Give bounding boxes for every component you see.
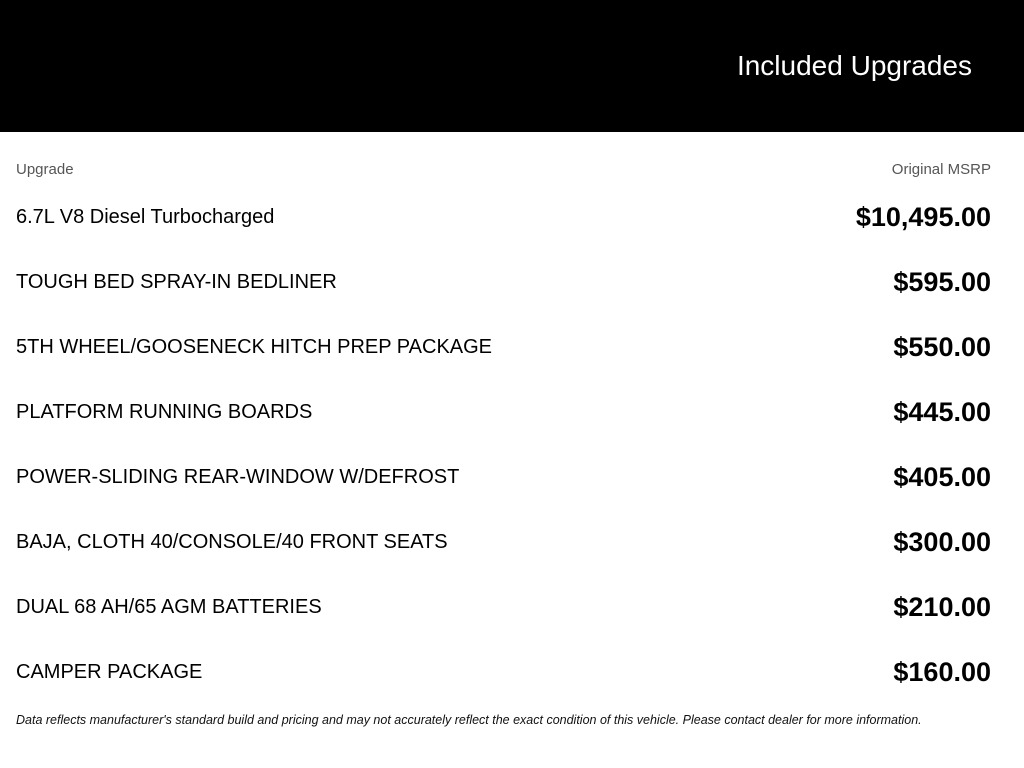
upgrade-name: CAMPER PACKAGE <box>16 661 203 683</box>
upgrade-name: POWER-SLIDING REAR-WINDOW W/DEFROST <box>16 466 460 488</box>
table-row <box>16 520 991 585</box>
table-row <box>16 455 991 520</box>
column-header-msrp: Original MSRP <box>891 161 991 178</box>
column-headers <box>16 160 991 180</box>
table-row <box>16 325 991 390</box>
table-row <box>16 650 991 715</box>
upgrade-price: $405.00 <box>893 462 991 492</box>
column-header-upgrade: Upgrade <box>16 161 74 178</box>
upgrade-name: BAJA, CLOTH 40/CONSOLE/40 FRONT SEATS <box>16 531 448 553</box>
upgrades-table <box>16 195 991 715</box>
upgrade-price: $445.00 <box>893 397 991 427</box>
table-row <box>16 390 991 455</box>
upgrade-price: $595.00 <box>893 267 991 297</box>
upgrade-price: $10,495.00 <box>855 202 991 232</box>
disclaimer-text: Data reflects manufacturer's standard build and pricing and may not accurately reflect the exact condition of this vehicle. Please contact dealer for more information. <box>16 713 922 727</box>
upgrade-name: 6.7L V8 Diesel Turbocharged <box>16 206 275 228</box>
upgrade-price: $550.00 <box>893 332 991 362</box>
page-title: Included Upgrades <box>736 50 972 81</box>
upgrade-price: $300.00 <box>893 527 991 557</box>
table-row <box>16 260 991 325</box>
upgrade-name: PLATFORM RUNNING BOARDS <box>16 401 313 423</box>
upgrade-name: DUAL 68 AH/65 AGM BATTERIES <box>16 596 322 618</box>
upgrade-name: TOUGH BED SPRAY-IN BEDLINER <box>16 271 337 293</box>
upgrade-price: $160.00 <box>893 657 991 687</box>
upgrade-name: 5TH WHEEL/GOOSENECK HITCH PREP PACKAGE <box>16 336 493 358</box>
table-row <box>16 195 991 260</box>
header-banner <box>0 0 1024 132</box>
upgrade-price: $210.00 <box>893 592 991 622</box>
table-row <box>16 585 991 650</box>
